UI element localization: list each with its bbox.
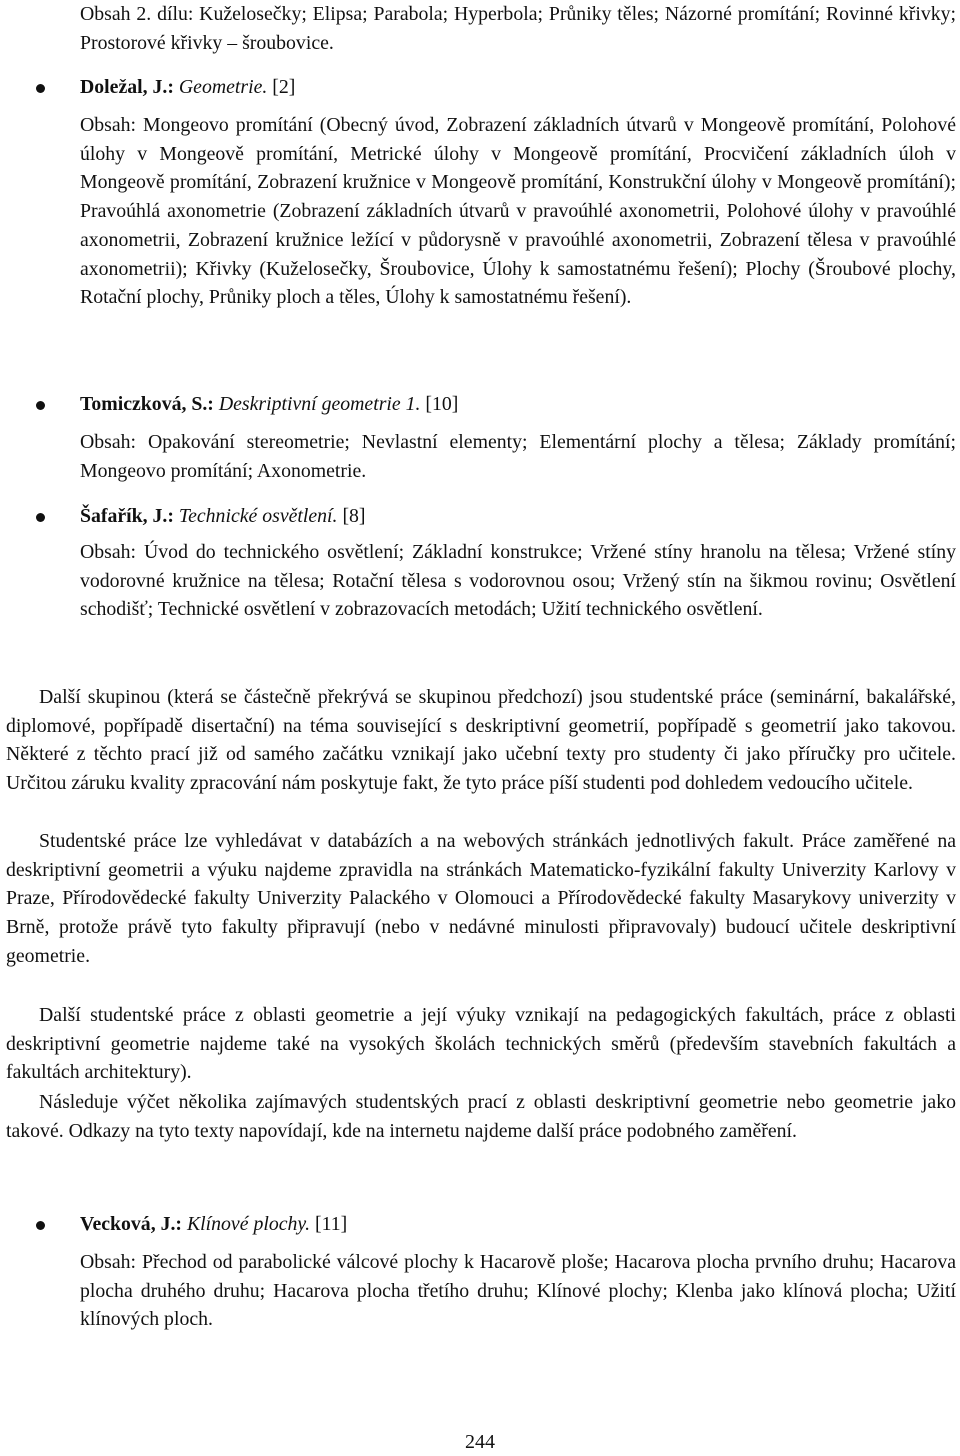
reference-heading — [80, 1210, 956, 1239]
reference-author: Tomiczková, S.: — [80, 393, 214, 415]
reference-heading — [80, 390, 956, 419]
reference-number: [8] — [342, 505, 366, 527]
reference-title: Geometrie. — [178, 76, 268, 98]
page-number: 244 — [465, 1431, 495, 1453]
reference-title: Deskriptivní geometrie 1. — [218, 393, 421, 415]
reference-number: [10] — [425, 393, 459, 415]
reference-content: Obsah: Přechod od parabolické válcové plochy k Hacarově ploše; Hacarova plocha prvního druhu; Hacarova plocha druhého druhu; Hacarova plocha třetího druhu; Klínové plochy; Klenba jako klínová plocha; Užití klínových ploch. — [80, 1251, 956, 1331]
reference-number: [2] — [272, 76, 296, 98]
reference-author: Šafařík, J.: — [80, 505, 174, 527]
reference-author: Vecková, J.: — [80, 1213, 183, 1235]
body-paragraph: Další studentské práce z oblasti geometrie a její výuky vznikají na pedagogických fakultách, práce z oblasti deskriptivní geometrie najdeme také na vysokých školách technických směrů (především stavebních fakultách a fakultách architektury). — [6, 1004, 956, 1084]
reference-heading — [80, 73, 956, 102]
body-paragraph: Další skupinou (která se částečně překrývá se skupinou předchozí) jsou studentské práce (seminární, bakalářské, diplomové, popřípadě disertační) na téma související s deskriptivní geometrií, popřípadě s geometrií jako takovou. Některé z těchto prací již od samého začátku vznikají jako učební texty pro studenty či jako příručky pro učitele. Určitou záruku kvality zpracování nám poskytuje fakt, že tyto práce píší studenti pod dohledem vedoucího učitele. — [6, 686, 956, 795]
reference-title: Klínové plochy. — [186, 1213, 311, 1235]
bullet-icon — [36, 401, 45, 410]
reference-heading — [80, 502, 956, 531]
bullet-icon — [36, 513, 45, 522]
reference-content: Obsah: Úvod do technického osvětlení; Základní konstrukce; Vržené stíny hranolu na tělesa; Vržené stíny vodorovné kružnice na tělesa; Rotační tělesa s vodorovnou osou; Vržený stín na šikmou rovinu; Osvětlení schodišť; Technické osvětlení v zobrazovacích metodách; Užití technického osvětlení. — [80, 541, 956, 621]
body-paragraph: Studentské práce lze vyhledávat v databázích a na webových stránkách jednotlivých fakult. Práce zaměřené na deskriptivní geometrii a výuku najdeme zpravidla na stránkách Matematicko-fyzikální fakulty Univerzity Karlovy v Praze, Přírodovědecké fakulty Univerzity Palackého v Olomouci a Přírodovědecké fakulty Masarykovy univerzity v Brně, protože právě tyto fakulty připravují (nebo v nedávné minulosti připravovaly) budoucí učitele deskriptivní geometrie. — [6, 830, 956, 967]
body-paragraph: Následuje výčet několika zajímavých studentských prací z oblasti deskriptivní geometrie nebo geometrie jako takové. Odkazy na tyto texty napovídají, kde na internetu najdeme další práce podobného zaměření. — [6, 1091, 956, 1142]
reference-title: Technické osvětlení. — [178, 505, 338, 527]
bullet-icon — [36, 1221, 45, 1230]
reference-content: Obsah: Mongeovo promítání (Obecný úvod, Zobrazení základních útvarů v Mongeově promítání, Polohové úlohy v Mongeově promítání, Metrické úlohy v Mongeově promítání, Procvičení základních úloh v Mongeově promítání, Zobrazení kružnice v Mongeově promítání, Konstrukční úlohy v Mongeově promítání); Pravoúhlá axonometrie (Zobrazení základních útvarů v pravoúhlé axonometrii, Polohové úlohy v pravoúhlé axonometrii, Zobrazení kružnice ležící v půdorysně v pravoúhlé axonometrii, Zobrazení tělesa v pravoúhlé axonometrii); Křivky (Kuželosečky, Šroubovice, Úlohy k samostatnému řešení); Plochy (Šroubové plochy, Rotační plochy, Průniky ploch a těles, Úlohy k samostatnému řešení). — [80, 114, 956, 309]
reference-content: Obsah: Opakování stereometrie; Nevlastní elementy; Elementární plochy a tělesa; Základy promítání; Mongeovo promítání; Axonometrie. — [80, 431, 956, 482]
top-continuation-text: Obsah 2. dílu: Kuželosečky; Elipsa; Parabola; Hyperbola; Průniky těles; Názorné promítání; Rovinné křivky; Prostorové křivky – šroubovice. — [80, 3, 956, 54]
bullet-icon — [36, 84, 45, 93]
reference-number: [11] — [314, 1213, 348, 1235]
reference-author: Doležal, J.: — [80, 76, 174, 98]
